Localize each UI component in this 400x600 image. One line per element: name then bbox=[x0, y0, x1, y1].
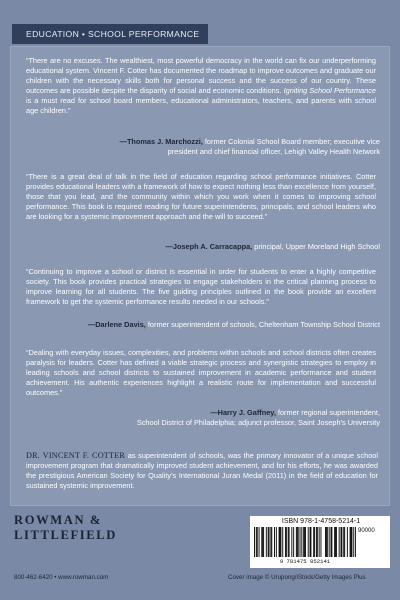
barcode-bar bbox=[262, 527, 263, 557]
publisher-name-line2: LITTLEFIELD bbox=[14, 528, 117, 542]
barcode-bar bbox=[339, 527, 340, 557]
attribution-marchozzi bbox=[20, 137, 380, 157]
category-banner: EDUCATION • SCHOOL PERFORMANCE bbox=[12, 24, 208, 44]
barcode-bar bbox=[279, 527, 280, 557]
attribution-name: —Harry J. Gaffney, bbox=[210, 408, 276, 417]
barcode-bar bbox=[304, 527, 305, 557]
barcode-bar bbox=[329, 527, 330, 557]
barcode-bar bbox=[289, 527, 290, 557]
attribution-title: president and chief financial officer, Lehigh Valley Health Network bbox=[167, 147, 380, 156]
barcode-bar bbox=[310, 527, 311, 557]
barcode-bar bbox=[336, 527, 337, 557]
attribution-title: former superintendent of schools, Cheltenham Township School District bbox=[145, 320, 380, 329]
barcode-bar bbox=[325, 527, 326, 557]
barcode-bar bbox=[269, 527, 270, 557]
barcode-bar bbox=[274, 527, 275, 557]
publisher-name-line1: ROWMAN & bbox=[14, 513, 102, 527]
barcode-bar bbox=[296, 527, 297, 557]
barcode-bar bbox=[343, 527, 344, 557]
barcode-bar bbox=[335, 527, 336, 557]
book-title: Igniting School Performance bbox=[283, 86, 376, 95]
barcode-bar bbox=[261, 527, 262, 557]
bio-text: as superintendent of schools, was the primary innovator of a unique school improvement program that dramatically improved student achievement, and for his efforts, he was awarded the prestigious American Society for Quality’s International Juran Medal (2011) in the field of education for sustained systemic improvement. bbox=[26, 451, 378, 490]
quote-text: “There is a great deal of talk in the field of education regarding school performance initiatives. Cotter provides educational leaders with a framework of how to expect nothing less than excellence from yourself, those that you lead, and the community within which you work when it comes to improving school performance. This book is required reading for future superintendents, principals, and school leaders who are looking for a systemic improvement approach and the will to succeed.” bbox=[26, 172, 376, 221]
quote-text: is a must read for school board members, educational administrators, teachers, and parents with school age children.” bbox=[26, 96, 376, 115]
barcode-bar bbox=[308, 527, 309, 557]
barcode-bar bbox=[270, 527, 271, 557]
barcode-bar bbox=[327, 527, 328, 557]
barcode-bar bbox=[276, 527, 277, 557]
barcode-bar bbox=[331, 527, 332, 557]
author-bio bbox=[26, 451, 378, 491]
quote-davis bbox=[26, 267, 376, 307]
quote-gaffney bbox=[26, 348, 376, 398]
barcode-bar bbox=[334, 527, 335, 557]
attribution-title: School District of Philadelphia; adjunct professor, Saint Joseph’s University bbox=[136, 418, 380, 427]
barcode-bar bbox=[268, 527, 269, 557]
barcode-bar bbox=[351, 527, 352, 557]
price-code: 90000 bbox=[358, 528, 375, 534]
barcode-bar bbox=[355, 527, 356, 557]
quote-carracappa bbox=[26, 172, 376, 222]
barcode-bar bbox=[257, 527, 258, 557]
barcode-bar bbox=[286, 527, 287, 557]
barcode-bar bbox=[313, 527, 314, 557]
barcode-bar bbox=[291, 527, 292, 557]
barcode-bar bbox=[266, 527, 267, 557]
quote-marchozzi bbox=[26, 56, 376, 116]
barcode-bar bbox=[314, 527, 315, 557]
attribution-name: —Thomas J. Marchozzi, bbox=[119, 137, 203, 146]
publisher-contact: 800-462-6420 • www.rowman.com bbox=[14, 574, 109, 581]
barcode-bar bbox=[298, 527, 299, 557]
attribution-name: —Darlene Davis, bbox=[87, 320, 146, 329]
barcode-bar bbox=[310, 527, 311, 557]
barcode-bar bbox=[280, 527, 281, 557]
attribution-title: former regional superintendent, bbox=[275, 408, 380, 417]
barcode-bar bbox=[319, 527, 320, 557]
barcode-bar bbox=[303, 527, 304, 557]
attribution-title: former Colonial School Board member; executive vice bbox=[202, 137, 380, 146]
barcode-bar bbox=[282, 527, 283, 557]
barcode-bar bbox=[256, 527, 257, 557]
barcode-bar bbox=[341, 527, 342, 557]
barcode-bar bbox=[344, 527, 345, 557]
isbn-barcode bbox=[250, 516, 390, 568]
barcode-bar bbox=[297, 527, 298, 557]
barcode-bar bbox=[320, 527, 321, 557]
attribution-carracappa bbox=[20, 242, 380, 252]
barcode-bar bbox=[288, 527, 289, 557]
barcode-bar bbox=[259, 527, 260, 557]
attribution-name: —Joseph A. Carracappa, bbox=[165, 242, 253, 251]
author-name: DR. VINCENT F. COTTER bbox=[26, 451, 126, 460]
barcode-bar bbox=[347, 527, 348, 557]
barcode-digits: 9 781475 852141 bbox=[279, 558, 331, 565]
barcode-bar bbox=[293, 527, 294, 557]
publisher-logo bbox=[14, 513, 144, 543]
cover-image-credit: Cover image © Urupong/iStock/Getty Images Plus bbox=[228, 574, 366, 581]
barcode-bar bbox=[280, 527, 281, 557]
barcode-bar bbox=[254, 527, 255, 557]
barcode-bar bbox=[300, 527, 301, 557]
quote-text: “Dealing with everyday issues, complexities, and problems within schools and school districts often creates paralysis for leaders. Cotter has defined a viable strategic process and synergistic strategies to employ in leading schools and school districts to sustained improvement in academic performance and student achievement. His authentic experiences highlight a realistic route for implementation and successful outcomes.” bbox=[26, 348, 376, 397]
isbn-number: ISBN 978-1-4758-5214-1 bbox=[281, 518, 361, 525]
quote-text: “Continuing to improve a school or district is essential in order for students to enter a highly competitive society. This book provides practical strategies to engage stakeholders in the critical planning process to improve learning for all students. The five guiding principles outlined in the book provide an excellent framework to get the systemic performance results needed in our schools.” bbox=[26, 267, 376, 306]
barcode-bar bbox=[263, 527, 264, 557]
barcode-bar bbox=[351, 527, 352, 557]
attribution-title: principal, Upper Moreland High School bbox=[252, 242, 380, 251]
barcode-bar bbox=[341, 527, 342, 557]
attribution-davis bbox=[20, 320, 380, 330]
quote-text: “There are no excuses. The wealthiest, most powerful democracy in the world can fix our underperforming educational system. Vincent F. Cotter has documented the roadmap to improve outcomes and graduate our children with the necessary skills both for personal success and the success of our country. These outcomes are possible despite the disparity of social and economic conditions. bbox=[26, 56, 376, 95]
barcode-bar bbox=[271, 527, 272, 557]
barcode-bar bbox=[285, 527, 286, 557]
barcode-bar bbox=[350, 527, 351, 557]
barcode-bar bbox=[301, 527, 302, 557]
barcode-bar bbox=[353, 527, 354, 557]
barcode-bar bbox=[326, 527, 327, 557]
barcode-bar bbox=[331, 527, 332, 557]
barcode-bars bbox=[254, 527, 356, 557]
barcode-bar bbox=[316, 527, 317, 557]
barcode-bar bbox=[305, 527, 306, 557]
barcode-bar bbox=[317, 527, 318, 557]
attribution-gaffney bbox=[20, 408, 380, 428]
